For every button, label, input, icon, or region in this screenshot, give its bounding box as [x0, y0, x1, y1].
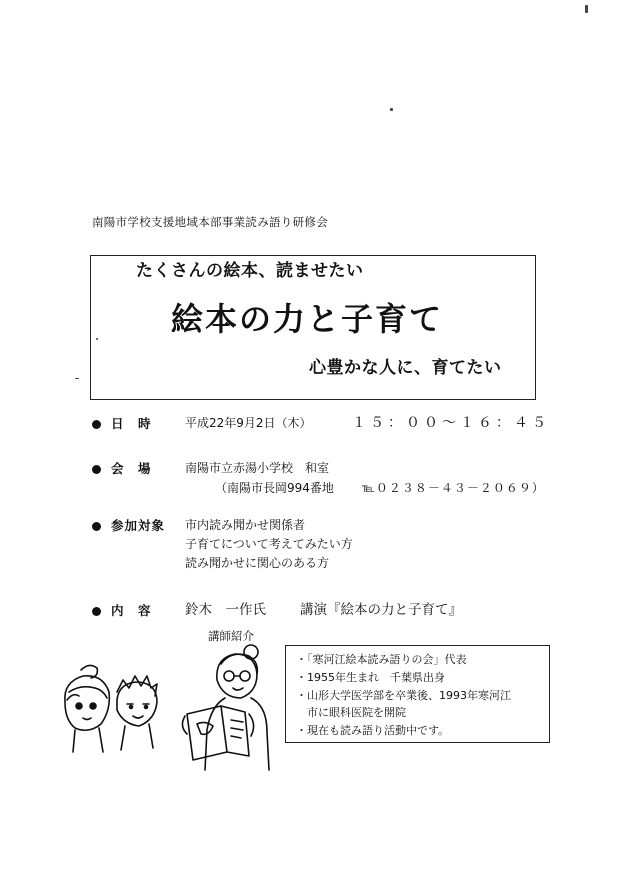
title-box: [90, 255, 536, 400]
tagline-bottom: 心豊かな人に、育てたい: [309, 358, 502, 378]
audience-line: 読み聞かせに関心のある方: [185, 556, 330, 570]
scan-speck: [96, 338, 98, 340]
audience-row: [92, 516, 165, 534]
audience-line: 子育てについて考えてみたい方: [185, 537, 353, 551]
scan-speck: [585, 5, 588, 13]
bullet-icon: [92, 465, 101, 474]
venue-row: [92, 459, 152, 477]
audience-line: 市内読み聞かせ関係者: [185, 518, 306, 532]
main-title: 絵本の力と子育て: [171, 300, 444, 338]
profile-line: ・「寒河江絵本読み語りの会」代表: [296, 653, 467, 666]
scan-speck: [390, 108, 393, 111]
datetime-label: 日 時: [111, 416, 152, 431]
profile-line: 市に眼科医院を開院: [296, 706, 406, 719]
datetime-time: １５：００〜１６：４５: [352, 415, 550, 431]
tagline-top: たくさんの絵本、読ませたい: [136, 261, 364, 281]
lecture-title: 講演『絵本の力と子育て』: [300, 602, 462, 618]
venue-address: （南陽市長岡994番地: [215, 481, 334, 495]
profile-line: ・1955年生まれ 千葉県出身: [296, 671, 445, 684]
audience-label: 参加対象: [111, 518, 166, 533]
venue-label: 会 場: [111, 461, 152, 476]
profile-heading: 講師紹介: [208, 629, 254, 643]
bullet-icon: [92, 522, 101, 531]
venue-name: 南陽市立赤湯小学校 和室: [185, 461, 330, 475]
speaker-name: 鈴木 一作氏: [185, 602, 266, 618]
profile-box: [285, 645, 550, 743]
children-reading-illustration: [45, 640, 280, 780]
venue-tel: ℡０２３８－４３－２０６９）: [362, 481, 545, 495]
profile-line: ・現在も読み語り活動中です。: [296, 724, 450, 737]
datetime-date: 平成22年9月2日（木）: [185, 416, 312, 430]
content-row: [92, 601, 152, 619]
scan-speck: [75, 378, 79, 379]
bullet-icon: [92, 607, 101, 616]
profile-line: ・山形大学医学部を卒業後、1993年寒河江: [296, 689, 511, 702]
content-label: 内 容: [111, 603, 152, 618]
bullet-icon: [92, 420, 101, 429]
datetime-row: [92, 414, 152, 432]
organizer-text: 南陽市学校支援地域本部事業読み語り研修会: [92, 215, 328, 229]
